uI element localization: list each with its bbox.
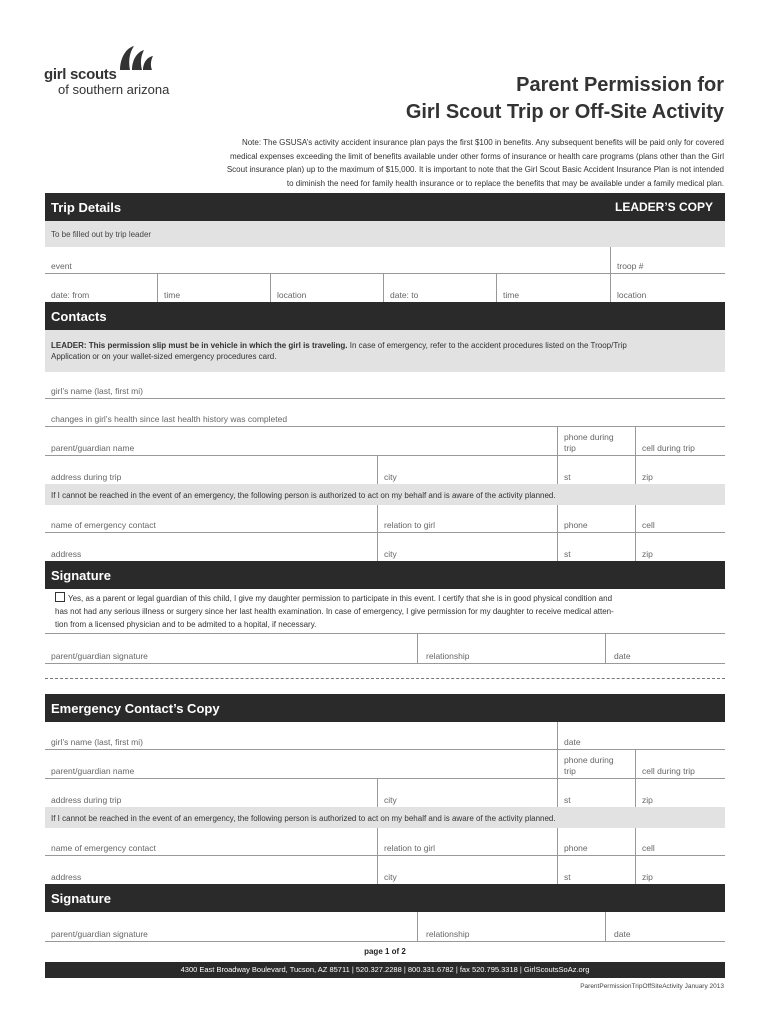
ec-date-sig-field[interactable]: date bbox=[605, 912, 725, 941]
signature-row bbox=[45, 634, 725, 664]
trip-details-header bbox=[45, 193, 725, 221]
phone-during-label-1: phone during bbox=[564, 432, 614, 442]
health-row bbox=[45, 399, 725, 427]
contacts-title: Contacts bbox=[51, 309, 107, 324]
emergency-city-field[interactable]: city bbox=[377, 533, 557, 561]
phone-during-trip-field[interactable] bbox=[557, 427, 635, 455]
city-field[interactable]: city bbox=[377, 456, 557, 484]
revision-label: ParentPermissionTripOffSiteActivity January 2013 bbox=[580, 983, 724, 990]
ec-address-row bbox=[45, 779, 725, 807]
zip-field[interactable]: zip bbox=[635, 456, 725, 484]
ec-emergency-state-field[interactable]: st bbox=[557, 856, 635, 884]
ec-state-field[interactable]: st bbox=[557, 779, 635, 807]
title-line1: Parent Permission for bbox=[516, 74, 724, 96]
leader-rest-text-2: Application or on your wallet-sized emergency procedures card. bbox=[51, 352, 277, 361]
authorize-statement: If I cannot be reached in the event of an emergency, the following person is authorized to act on my behalf and is aware of the activity planned. bbox=[45, 484, 725, 505]
emergency-address-field[interactable]: address bbox=[51, 549, 82, 559]
leader-label: LEADER: bbox=[51, 341, 87, 350]
time-to-field[interactable]: time bbox=[496, 274, 610, 302]
girl-name-field[interactable]: girl’s name (last, first mi) bbox=[51, 386, 143, 396]
trip-subtitle: To be filled out by trip leader bbox=[45, 221, 725, 247]
cell-field[interactable]: cell bbox=[635, 505, 725, 532]
date-from-field[interactable]: date: from bbox=[51, 290, 90, 300]
emergency-copy-header bbox=[45, 694, 725, 722]
phone-during-label-2: trip bbox=[564, 443, 576, 453]
note-line: medical expenses exceeding the limit of benefits available under other forms of insurance or health care programs (plans other than the Girl bbox=[229, 151, 724, 161]
ec-relation-field[interactable]: relation to girl bbox=[377, 828, 557, 855]
cell-during-trip-field[interactable]: cell during trip bbox=[635, 427, 725, 455]
time-from-field[interactable]: time bbox=[157, 274, 270, 302]
ec-emergency-address-field[interactable]: address bbox=[51, 872, 82, 882]
consent-checkbox[interactable] bbox=[55, 592, 65, 602]
trefoil-profiles-icon bbox=[116, 44, 156, 70]
page-title bbox=[406, 72, 724, 126]
ec-date-field[interactable]: date bbox=[557, 722, 725, 749]
ec-phone-during-label-1: phone during bbox=[564, 755, 614, 765]
contacts-header bbox=[45, 302, 725, 330]
ec-parent-name-field[interactable]: parent/guardian name bbox=[51, 766, 135, 776]
note-line: Scout insurance plan) up to the maximum of $15,000. It is important to note that the Girl Scout Basic Accident Insurance Plan is not intended bbox=[226, 165, 724, 174]
ec-city-field[interactable]: city bbox=[377, 779, 557, 807]
insurance-note bbox=[180, 136, 724, 190]
emergency-zip-field[interactable]: zip bbox=[635, 533, 725, 561]
ec-emergency-address-row bbox=[45, 856, 725, 884]
signature2-row bbox=[45, 912, 725, 942]
logo bbox=[44, 44, 184, 104]
consent-line-1: Yes, as a parent or legal guardian of this child, I give my daughter permission to participate in this event. I certify that she is in good physical condition and bbox=[68, 594, 613, 603]
ec-relationship-field[interactable]: relationship bbox=[417, 912, 605, 941]
leader-bold-text: This permission slip must be in vehicle in which the girl is traveling. bbox=[88, 341, 348, 350]
logo-line1: girl scouts bbox=[44, 66, 117, 83]
ec-address-during-trip-field[interactable]: address during trip bbox=[51, 795, 122, 805]
troop-field[interactable]: troop # bbox=[610, 247, 725, 273]
girl-name-row bbox=[45, 372, 725, 399]
health-changes-field[interactable]: changes in girl’s health since last health history was completed bbox=[51, 414, 288, 424]
address-during-trip-field[interactable]: address during trip bbox=[51, 472, 122, 482]
signature2-title: Signature bbox=[51, 891, 111, 906]
ec-authorize-statement: If I cannot be reached in the event of an emergency, the following person is authorized to act on my behalf and is aware of the activity planned. bbox=[45, 807, 725, 828]
ec-emergency-contact-name-field[interactable]: name of emergency contact bbox=[51, 843, 156, 853]
ec-cell-during-trip-field[interactable]: cell during trip bbox=[635, 750, 725, 778]
note-line: Note: The GSUSA’s activity accident insurance plan pays the first $100 in benefits. Any subsequent benefits will be paid only for covered bbox=[241, 138, 724, 147]
location-to-field[interactable]: location bbox=[610, 274, 725, 302]
ec-phone-field[interactable]: phone bbox=[557, 828, 635, 855]
footer-contact: 4300 East Broadway Boulevard, Tucson, AZ 85711 | 520.327.2288 | 800.331.6782 | fax 520.795.3318 | GirlScoutsSoAz.org bbox=[45, 962, 725, 978]
event-field[interactable]: event bbox=[51, 261, 72, 271]
cut-line bbox=[45, 678, 725, 679]
phone-field[interactable]: phone bbox=[557, 505, 635, 532]
ec-girl-name-field[interactable]: girl’s name (last, first mi) bbox=[51, 737, 143, 747]
leader-instruction bbox=[45, 330, 725, 372]
emergency-address-row bbox=[45, 533, 725, 561]
title-line2: Girl Scout Trip or Off-Site Activity bbox=[405, 101, 724, 123]
date-field[interactable]: date bbox=[605, 634, 725, 663]
ec-parent-signature-field[interactable]: parent/guardian signature bbox=[51, 929, 148, 939]
ec-emergency-zip-field[interactable]: zip bbox=[635, 856, 725, 884]
note-line: to diminish the need for family health insurance or to replace the benefits that may be available under a family medical plan. bbox=[286, 178, 724, 188]
ec-zip-field[interactable]: zip bbox=[635, 779, 725, 807]
trip-details-title: Trip Details bbox=[51, 200, 122, 215]
address-row bbox=[45, 456, 725, 484]
consent-line-2: has not had any serious illness or surgery since her last health examination. In case of emergency, I give permission for my daughter to receive medical atten- bbox=[55, 607, 614, 616]
ec-parent-row bbox=[45, 750, 725, 779]
logo-line2: of southern arizona bbox=[58, 82, 170, 97]
emergency-state-field[interactable]: st bbox=[557, 533, 635, 561]
state-field[interactable]: st bbox=[557, 456, 635, 484]
page-number: page 1 of 2 bbox=[364, 947, 406, 956]
leaders-copy-label: LEADER’S COPY bbox=[614, 200, 713, 214]
ec-emergency-city-field[interactable]: city bbox=[377, 856, 557, 884]
relation-field[interactable]: relation to girl bbox=[377, 505, 557, 532]
signature-header bbox=[45, 561, 725, 589]
location-from-field[interactable]: location bbox=[270, 274, 383, 302]
emergency-copy-title: Emergency Contact’s Copy bbox=[51, 701, 220, 716]
emergency-contact-row bbox=[45, 505, 725, 533]
signature2-header bbox=[45, 884, 725, 912]
parent-signature-field[interactable]: parent/guardian signature bbox=[51, 651, 148, 661]
trip-row-event bbox=[45, 247, 725, 274]
emergency-contact-name-field[interactable]: name of emergency contact bbox=[51, 520, 156, 530]
date-to-field[interactable]: date: to bbox=[383, 274, 496, 302]
ec-phone-during-trip-field[interactable] bbox=[557, 750, 635, 778]
signature-title: Signature bbox=[51, 568, 111, 583]
consent-line-3: tion from a licensed physician and to be admited to a hopital, if necessary. bbox=[55, 620, 317, 629]
ec-emergency-contact-row bbox=[45, 828, 725, 856]
ec-phone-during-label-2: trip bbox=[564, 766, 576, 776]
parent-name-field[interactable]: parent/guardian name bbox=[51, 443, 135, 453]
consent-block bbox=[45, 589, 725, 634]
ec-girl-row bbox=[45, 722, 725, 750]
leader-rest-text: In case of emergency, refer to the accident procedures listed on the Troop/Trip bbox=[349, 341, 627, 350]
trip-row-dates bbox=[45, 274, 725, 302]
parent-row bbox=[45, 427, 725, 456]
ec-cell-field[interactable]: cell bbox=[635, 828, 725, 855]
relationship-field[interactable]: relationship bbox=[417, 634, 605, 663]
